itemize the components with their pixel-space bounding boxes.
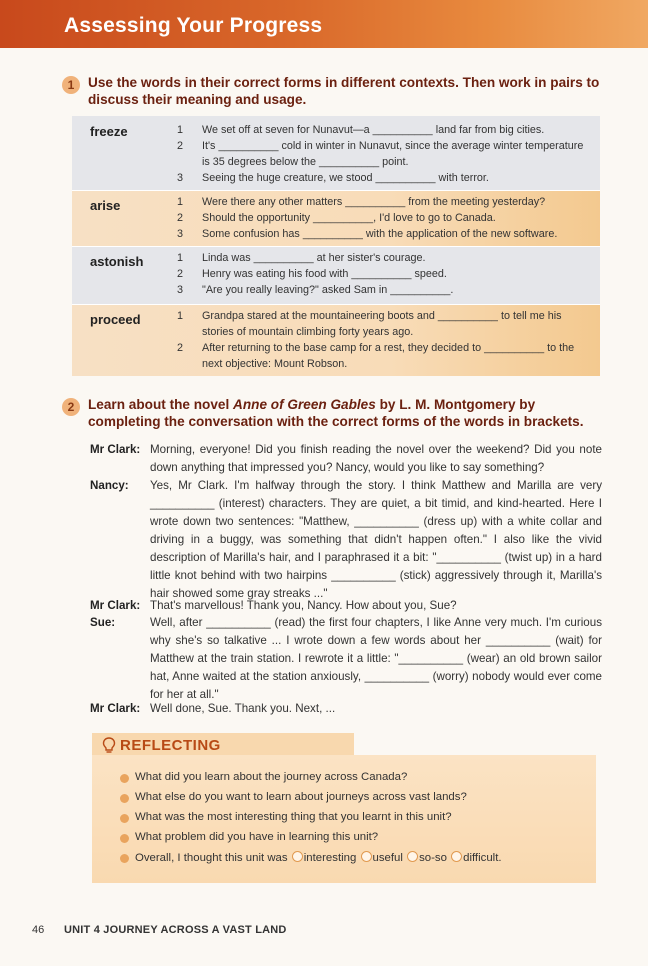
rating-option-label: interesting [303,852,357,864]
question-1-instructions: Use the words in their correct forms in different contexts. Then work in pairs to discuss their meaning and usage. [88,75,600,107]
sentence-text: We set off at seven for Nunavut—a __________ land far from big cities. [202,124,545,136]
dialogue-line [90,597,602,615]
rating-prefix: Overall, I thought this unit was [135,852,288,864]
reflecting-title: REFLECTING [120,737,221,754]
instruction-text: by L. M. Montgomery by completing the conversation with the correct forms of the words in brackets. [88,397,584,429]
vocabulary-table [72,116,600,376]
instruction-text: Learn about the novel [88,397,234,412]
row-divider [72,304,600,305]
sentence-text: Seeing the huge creature, we stood __________ with terror. [202,172,489,184]
page-title: Assessing Your Progress [64,14,323,37]
vocab-word: freeze [90,124,128,139]
speaker-name: Nancy: [90,479,129,492]
sentence-text: It's __________ cold in winter in Nunavut, since the average winter temperature is 35 degrees below the __________ point. [202,140,584,168]
reflecting-box [92,733,596,883]
vocab-word: proceed [90,312,141,327]
vocab-word: arise [90,198,121,213]
bullet-icon [120,834,129,843]
utterance: Well, after __________ (read) the first four chapters, I like Anne very much. I'm curious why she's so talkative ... I wrote down a few words about her __________ (wait) for Matthew at the train station. I rewrote it a little: "__________ (wear) an old brown sailor hat, Anne waited at the station anxiously, __________ (worry) nobody would ever come for her at all." [150,616,602,701]
utterance: Morning, everyone! Did you finish reading the novel over the weekend? Did you note down anything that impressed you? Nancy, would you like to say something? [150,443,602,474]
sentence-text: Grandpa stared at the mountaineering boots and __________ to tell me his stories of mountain climbing forty years ago. [202,310,562,338]
utterance: Yes, Mr Clark. I'm halfway through the story. I think Matthew and Marilla are very __________ (interest) characters. They are quiet, a bit timid, and kind-hearted. Here I wrote down two sentences: "Matthew, __________ (dress up) with a white collar and driving in a buggy, was something that didn't happen often." I also like the vivid description of Marilla's hair, and I paraphrased it a bit: "__________ (twist up) in a hard little knot behind with two hairpins __________ (stick) aggressively through it, Marilla's hair showed some gray streaks ..." [150,479,602,600]
unit-title: UNIT 4 JOURNEY ACROSS A VAST LAND [64,924,287,936]
sentence-text: Henry was eating his food with __________ speed. [202,268,447,280]
speaker-name: Mr Clark: [90,702,141,715]
rating-option-label: difficult. [463,852,502,864]
rating-option-label: useful [372,852,403,864]
reflecting-question: What did you learn about the journey across Canada? [135,771,408,783]
sentence-number: 3 [176,228,183,240]
bullet-icon [120,794,129,803]
vocab-row-arise [72,190,600,246]
speaker-name: Mr Clark: [90,599,141,612]
sentence-number: 1 [176,310,183,322]
row-divider [72,190,600,191]
rating-radio-so-so[interactable] [407,851,418,862]
utterance: That's marvellous! Thank you, Nancy. How about you, Sue? [150,599,457,612]
vocab-row-freeze [72,116,600,190]
sentence-text: Should the opportunity __________, I'd love to go to Canada. [202,212,496,224]
speaker-name: Mr Clark: [90,443,141,456]
question-number-2: 2 [62,398,80,416]
bullet-icon [120,814,129,823]
sentence-number: 1 [176,196,183,208]
sentence-number: 3 [176,284,183,296]
novel-title: Anne of Green Gables [233,397,376,412]
row-divider [72,246,600,247]
dialogue-line [90,700,602,718]
sentence-text: Some confusion has __________ with the application of the new software. [202,228,558,240]
sentence-text: "Are you really leaving?" asked Sam in __________. [202,284,454,296]
vocab-row-proceed [72,304,600,376]
vocab-row-astonish [72,246,600,304]
dialogue-line [90,441,602,477]
sentence-text: Linda was __________ at her sister's courage. [202,252,426,264]
sentence-number: 3 [176,172,183,184]
sentence-text: Were there any other matters __________ from the meeting yesterday? [202,196,546,208]
reflecting-question: What was the most interesting thing that you learnt in this unit? [135,811,452,823]
sentence-number: 2 [176,268,183,280]
rating-radio-useful[interactable] [361,851,372,862]
bullet-icon [120,774,129,783]
sentence-number: 2 [176,342,183,354]
rating-option-label: so-so [419,852,447,864]
sentence-number: 1 [176,124,183,136]
sentence-number: 2 [176,140,183,152]
header-banner [0,0,648,48]
rating-radio-interesting[interactable] [292,851,303,862]
sentence-text: After returning to the base camp for a rest, they decided to __________ to the next objective: Mount Robson. [202,342,575,370]
question-number-1: 1 [62,76,80,94]
question-2-instructions [88,396,602,430]
speaker-name: Sue: [90,616,116,629]
rating-radio-difficult[interactable] [451,851,462,862]
sentence-number: 1 [176,252,183,264]
reflecting-question: What problem did you have in learning this unit? [135,831,379,843]
sentence-number: 2 [176,212,183,224]
dialogue-line [90,614,602,702]
lightbulb-icon [102,737,116,754]
bullet-icon [120,854,129,863]
utterance: Well done, Sue. Thank you. Next, ... [150,702,336,715]
reflecting-question: What else do you want to learn about journeys across vast lands? [135,791,467,803]
rating-line [135,851,502,864]
dialogue-line [90,477,602,599]
page-number: 46 [32,924,45,936]
vocab-word: astonish [90,254,144,269]
